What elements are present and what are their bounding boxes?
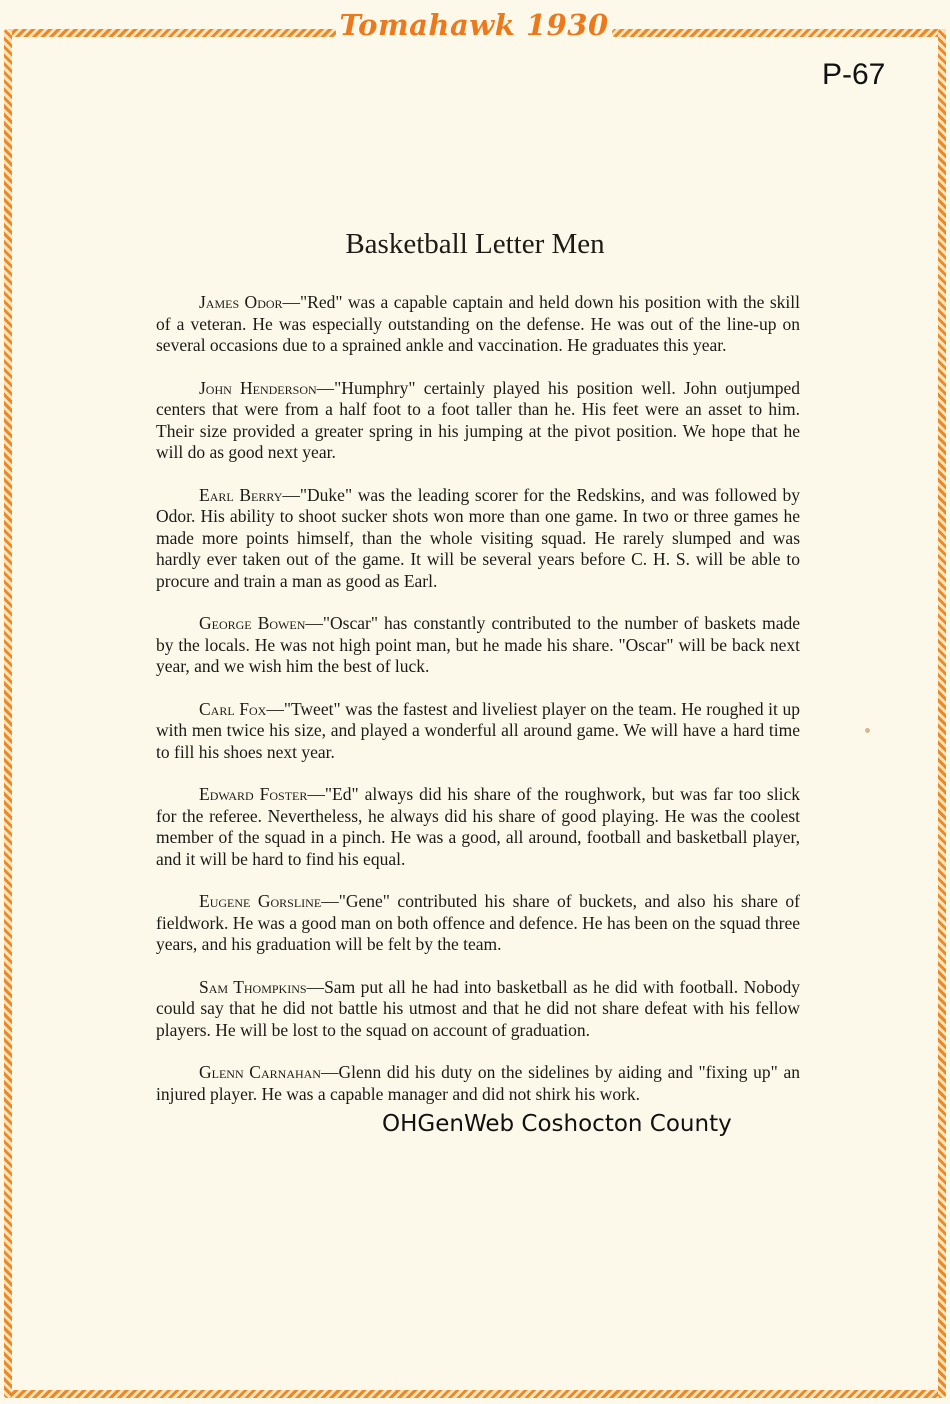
player-description: —"Oscar" has constantly contributed to the number of baskets made by the locals. He was not high point man, but he made his share. "Oscar" will be back next year, and we wish him the best of luck. — [156, 613, 801, 676]
player-name: Edward Foster — [199, 784, 308, 804]
page-title: Basketball Letter Men — [345, 228, 605, 260]
paper-speck — [865, 728, 870, 733]
player-paragraph — [156, 784, 800, 870]
yearbook-title: Tomahawk 1930 — [339, 8, 609, 42]
player-description: —Sam put all he had into basketball as he did with football. Nobody could say that he did not battle his utmost and that he did not share defeat with his fellow players. He will be lost to the squad on account of graduation. — [156, 976, 800, 1040]
player-name: John Henderson — [199, 377, 317, 398]
rope-border-top-left — [6, 29, 336, 37]
player-name: Glenn Carnahan — [199, 1062, 321, 1082]
player-description: —"Humphry" certainly played his position well. John outjumped centers that were from a half foot to a foot taller than he. His feet were an asset to him. Their size provided a greater spring in his jumping at the pivot position. We hope that he will do as good next year. — [156, 377, 801, 462]
player-paragraph — [156, 1062, 800, 1105]
rope-border-top-right — [612, 29, 944, 37]
player-name: George Bowen — [199, 613, 306, 633]
rope-border-bottom — [6, 1390, 944, 1398]
player-paragraph — [156, 292, 800, 357]
player-paragraph — [156, 378, 800, 464]
page-number: P-67 — [822, 58, 886, 91]
player-name: Sam Thompkins — [199, 976, 307, 997]
article-body — [156, 292, 800, 1126]
player-paragraph — [156, 613, 800, 678]
player-paragraph — [156, 699, 800, 764]
player-paragraph — [156, 485, 800, 593]
player-name: Carl Fox — [199, 698, 267, 719]
player-paragraph — [156, 891, 800, 956]
player-description: —"Duke" was the leading scorer for the Redskins, and was followed by Odor. His ability to shoot sucker shots won more than one game. In two or three games he made more points himself, than the whole visiting squad. He rarely slumped and was hardly ever taken out of the game. It will be several years before C. H. S. will be able to procure and train a man as good as Earl. — [156, 484, 800, 591]
player-name: Eugene Gorsline — [199, 891, 322, 911]
player-description: —"Gene" contributed his share of buckets, and also his share of fieldwork. He was a good man on both offence and defence. He has been on the squad three years, and his graduation will be felt by the team. — [156, 891, 800, 954]
player-description: —"Ed" always did his share of the roughwork, but was far too slick for the referee. Nevertheless, he always did his share of good playing. He was the coolest member of the squad in a pinch. He was a good, all around, football and basketball player, and it will be hard to find his equal. — [156, 784, 800, 869]
player-paragraph — [156, 977, 800, 1042]
player-description: —"Red" was a capable captain and held down his position with the skill of a veteran. He was especially outstanding on the defense. He was out of the line-up on several occasions due to a sprained ankle and vaccination. He graduates this year. — [156, 292, 800, 355]
player-name: James Odor — [199, 292, 283, 312]
player-name: Earl Berry — [199, 484, 283, 505]
player-description: —Glenn did his duty on the sidelines by aiding and "fixing up" an injured player. He was a capable manager and did not shirk his work. — [156, 1062, 800, 1104]
watermark: OHGenWeb Coshocton County — [382, 1111, 732, 1137]
player-description: —"Tweet" was the fastest and liveliest player on the team. He roughed it up with men twice his size, and played a wonderful all around game. We will have a hard time to fill his shoes next year. — [156, 698, 800, 762]
